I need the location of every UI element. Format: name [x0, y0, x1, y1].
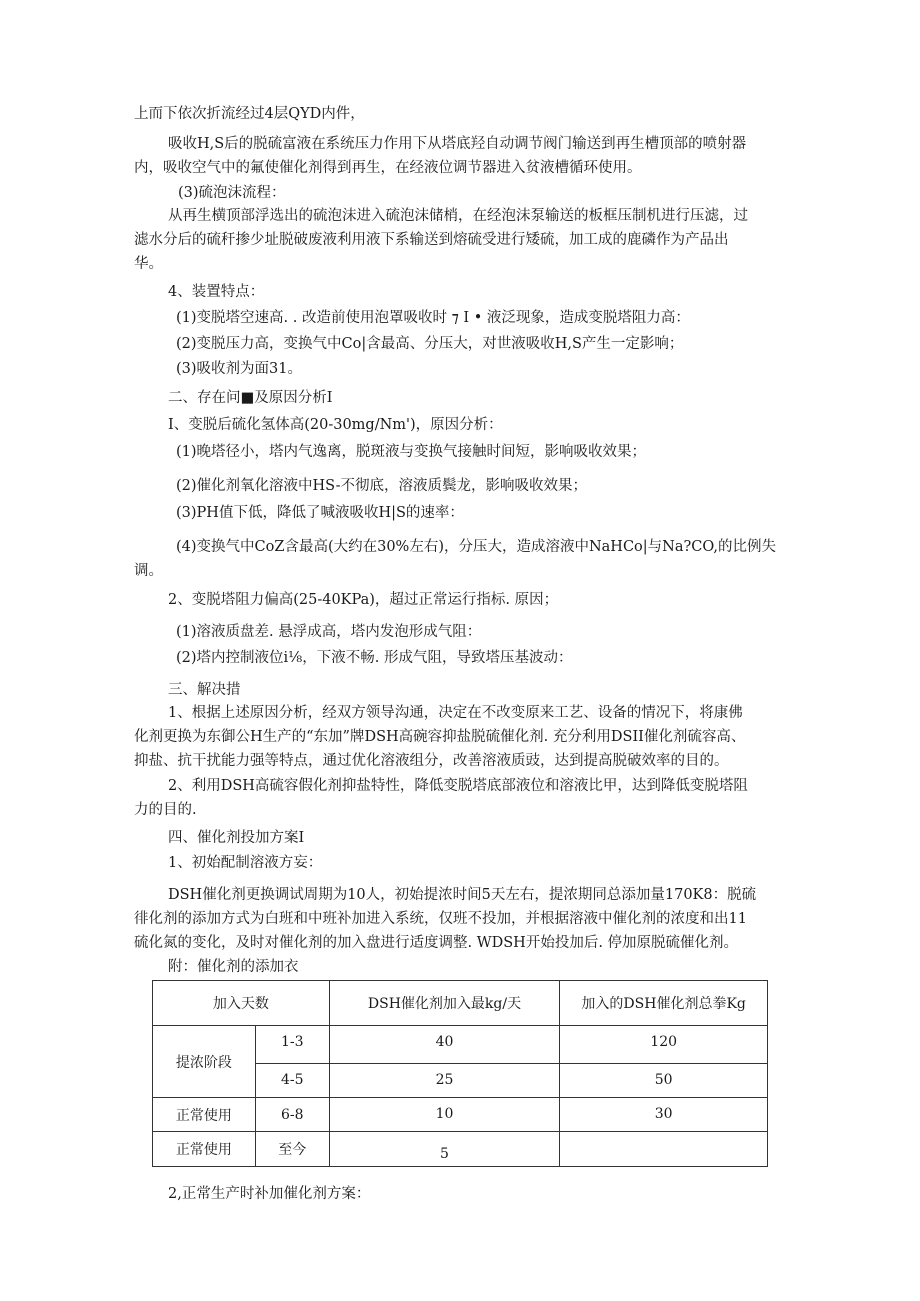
- table-row: [153, 1026, 768, 1064]
- text-line-6: 滤水分后的硫秆掺少址脱破废液利用液下系输送到熔硫受进行矮硫，加工成的鹿磷作为产品出: [134, 232, 729, 248]
- catalyst-addition-table: [152, 980, 768, 1167]
- text-line-23: 1、根据上述原因分析，经双方领导沟通，决定在不改变原来工艺、设备的情况下，将康佛: [168, 705, 743, 721]
- section-heading-solutions: 三、解决措: [168, 682, 241, 698]
- total-cell: 120: [560, 1026, 768, 1064]
- text-line-18: 调。: [134, 563, 163, 579]
- text-line-32: 硫化氮的变化，及时对催化剂的加入盘进行适度调整. WDSH开始投加后. 停加原脱硫催化剂。: [134, 935, 739, 951]
- header-total-amount: 加入的DSH催化剂总拳Kg: [560, 981, 768, 1026]
- stage-cell: 正常使用: [153, 1098, 256, 1132]
- days-cell: 4-5: [255, 1064, 329, 1098]
- header-days: 加入天数: [153, 981, 330, 1026]
- text-line-16: (3)PH值下低，降低了喊液吸收H|S的速率：: [176, 505, 464, 521]
- text-line-9: (1)变脱塔空速高. . 改造前使用泡罩吸收时 ⁊ I • 液泛现象，造成变脱塔阻力高：: [176, 310, 690, 326]
- days-cell: 6-8: [255, 1098, 329, 1132]
- text-line-19: 2、变脱塔阻力偏高(25-40KPa)，超过正常运行指标. 原因；: [168, 592, 559, 608]
- section-heading-features: 4、装置特点：: [168, 284, 265, 300]
- text-line-4: (3)硫泡沫流程：: [178, 185, 286, 201]
- total-cell: 50: [560, 1064, 768, 1098]
- days-cell: 至今: [255, 1132, 329, 1167]
- total-cell: [560, 1132, 768, 1167]
- text-line-29: 1、初始配制溶液方妄：: [168, 855, 323, 871]
- text-line-26: 2、利用DSH高硫容假化剂抑盐特性，降低变脱塔底部液位和溶液比甲，达到降低变脱塔阻: [168, 778, 748, 794]
- text-line-17: (4)变换气中CoZ含最高(大约在30%左右)，分压大，造成溶液中NaHCo|与Na?CO,的比例失: [176, 539, 777, 555]
- footer-line: 2,正常生产时补加催化剂方案：: [168, 1186, 371, 1202]
- total-cell: 30: [560, 1098, 768, 1132]
- table-header-row: [153, 981, 768, 1026]
- text-line-27: 力的目的.: [134, 802, 197, 818]
- text-line-20: (1)溶液质盘差. 悬浮成高，塔内发泡形成气阻：: [176, 624, 482, 640]
- daily-cell: 40: [329, 1026, 560, 1064]
- text-line-14: (1)晚塔径小，塔内气逸离，脱斑液与变换气接触时间短，影响吸收效果；: [176, 444, 647, 460]
- text-line-10: (2)变脱压力高，变换气中Co|含最高、分压大，对世液吸收H,S产生一定影响；: [176, 336, 684, 352]
- text-line-24: 化剂更换为东御公H生产的“东加”牌DSH高碗容抑盐脱硫催化剂. 充分利用DSII催化剂硫容高、: [134, 729, 746, 745]
- section-heading-catalyst-plan: 四、催化剂投加方案I: [168, 830, 305, 846]
- stage-cell-concentration: 提浓阶段: [153, 1026, 256, 1098]
- text-line-30: DSH催化剂更换调试周期为10人，初始提浓时间5天左右，提浓期同总添加量170K8：脱硫: [168, 887, 757, 903]
- days-cell: 1-3: [255, 1026, 329, 1064]
- daily-cell: 10: [329, 1098, 560, 1132]
- text-line-13: I、变脱后硫化氢体高(20-30mg/Nm')，原因分析：: [168, 417, 503, 433]
- text-line-2: 吸收H,S后的脱硫富液在系统压力作用下从塔底羟自动调节阀门输送到再生槽顶部的喷射器: [168, 136, 747, 152]
- text-line-31: 徘化剂的添加方式为白班和中班补加进入系统，仅班不投加，并根据溶液中催化剂的浓度和出11: [134, 911, 747, 927]
- text-line-1: 上而下依次折流经过4层QYD内件，: [134, 106, 365, 122]
- daily-cell: 5: [329, 1132, 560, 1167]
- table-caption: 附：催化剂的添加衣: [168, 959, 299, 975]
- section-heading-problems: 二、存在问■及原因分析I: [168, 390, 333, 406]
- daily-cell: 25: [329, 1064, 560, 1098]
- text-line-25: 抑盐、抗干扰能力强等特点，通过优化溶液组分，改善溶液质豉，达到提高脱破效率的目的。: [134, 753, 729, 769]
- text-line-11: (3)吸收剂为面31。: [176, 361, 302, 377]
- text-line-3: 内，吸收空气中的氟使催化剂得到再生，在经液位调节器进入贫液槽循环使用。: [134, 160, 642, 176]
- table-row: [153, 1132, 768, 1167]
- header-daily-amount: DSH催化剂加入最kg/天: [329, 981, 560, 1026]
- text-line-21: (2)塔内控制液位i⅛，下液不畅. 形成气阻，导致塔压基波动：: [176, 650, 573, 666]
- stage-cell: 正常使用: [153, 1132, 256, 1167]
- text-line-5: 从再生横顶部浮选出的硫泡沫进入硫泡沫储梢，在经泡沫泵输送的板框压制机进行压滤，过: [168, 208, 748, 224]
- table-row: [153, 1098, 768, 1132]
- text-line-15: (2)催化剂氧化溶液中HS-不彻底，溶液质鬓龙，影响吸收效果；: [176, 478, 588, 494]
- text-line-7: 华。: [134, 256, 163, 272]
